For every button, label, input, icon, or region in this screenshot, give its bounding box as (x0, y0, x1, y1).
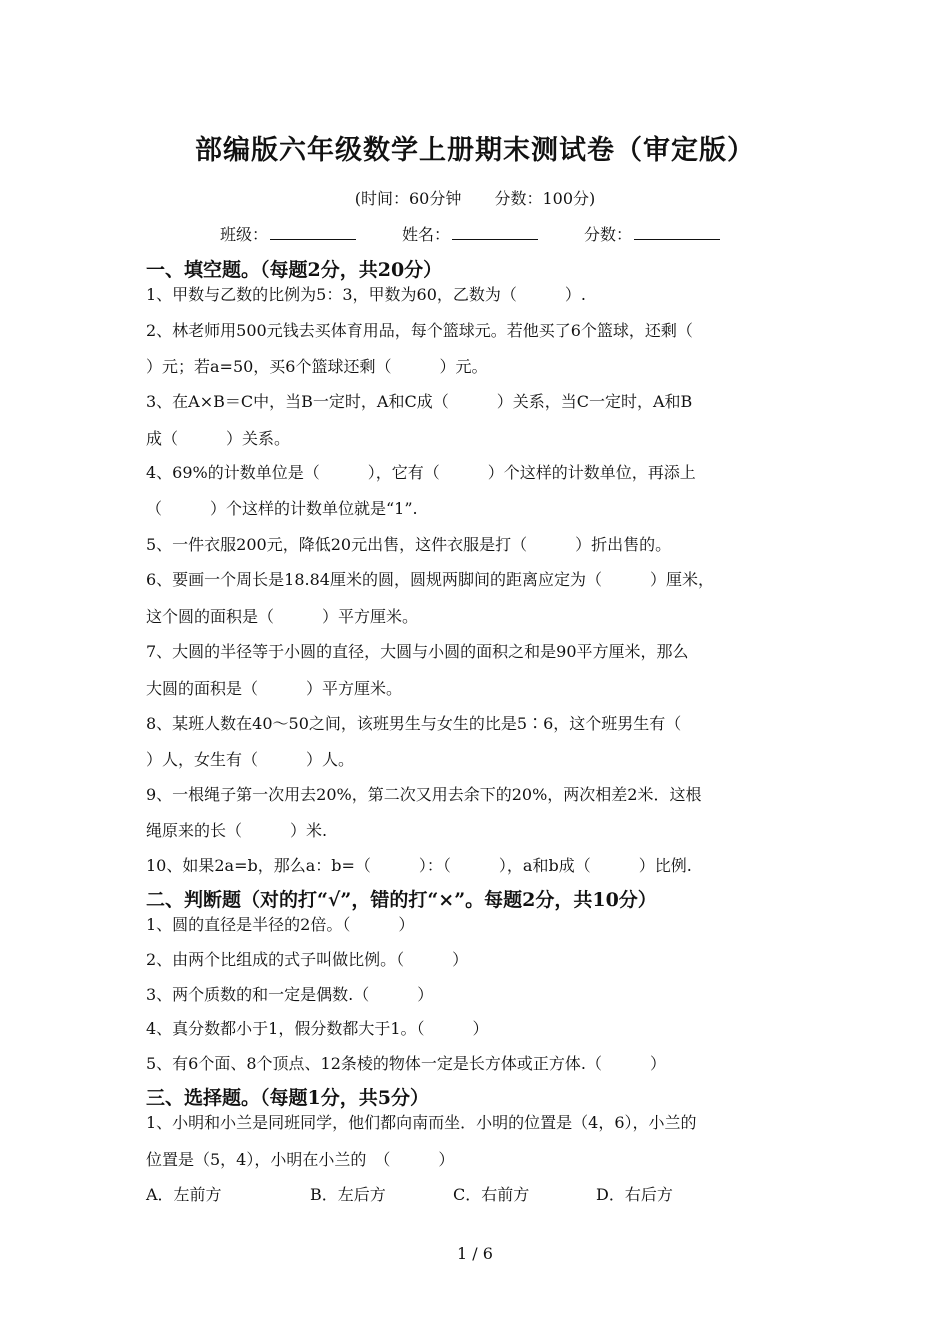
question-line: 5、一件衣服200元，降低20元出售，这件衣服是打（ ）折出售的。 (146, 535, 672, 554)
page-number: 1 / 6 (457, 1244, 493, 1263)
score-label: 分数： (584, 225, 633, 244)
question-line: 2、由两个比组成的式子叫做比例。（ ） (146, 950, 469, 969)
question-line: ）人，女生有（ ）人。 (146, 750, 355, 769)
class-field (220, 222, 356, 245)
class-label: 班级： (220, 225, 269, 244)
question-line: 6、要画一个周长是18.84厘米的圆，圆规两脚间的距离应定为（ ）厘米， (146, 570, 714, 589)
question-line: 8、某班人数在40～50之间，该班男生与女生的比是5∶6，这个班男生有（ (146, 714, 682, 733)
name-field (402, 222, 538, 245)
class-blank (270, 225, 356, 240)
question-line: 成（ ）关系。 (146, 429, 291, 448)
question-line: （ ）个这样的计数单位就是“1”. (146, 499, 418, 518)
question-line: 位置是（5，4），小明在小兰的 （ ） (146, 1150, 455, 1169)
choice-option-b: B．左后方 (310, 1185, 386, 1204)
question-line: 1、甲数与乙数的比例为5：3，甲数为60，乙数为（ ）. (146, 285, 586, 304)
score-blank (634, 225, 720, 240)
question-line: 4、69%的计数单位是（ ），它有（ ）个这样的计数单位，再添上 (146, 463, 696, 482)
question-line: 7、大圆的半径等于小圆的直径，大圆与小圆的面积之和是90平方厘米，那么 (146, 642, 689, 661)
section-true-false-heading: 二、判断题（对的打“√”，错的打“×”。每题2分，共10分） (146, 889, 657, 911)
name-blank (452, 225, 538, 240)
question-line: 1、圆的直径是半径的2倍。（ ） (146, 915, 415, 934)
section-fill-blank-heading: 一、填空题。（每题2分，共20分） (146, 259, 443, 281)
section-multiple-choice-heading: 三、选择题。（每题1分，共5分） (146, 1087, 429, 1109)
question-line: 10、如果2a=b，那么a：b=（ ）：（ ），a和b成（ ）比例. (146, 856, 692, 875)
choice-option-d: D．右后方 (596, 1185, 673, 1204)
question-line: ）元；若a=50，买6个篮球还剩（ ）元。 (146, 357, 488, 376)
question-line: 4、真分数都小于1，假分数都大于1。（ ） (146, 1019, 489, 1038)
question-line: 2、林老师用500元钱去买体育用品，每个篮球元。若他买了6个篮球，还剩（ (146, 321, 693, 340)
time-text: (时间：60分钟 (354, 189, 462, 208)
page-title: 部编版六年级数学上册期末测试卷（审定版） (195, 135, 755, 166)
question-line: 3、两个质数的和一定是偶数.（ ） (146, 985, 434, 1004)
exam-meta (0, 186, 950, 209)
question-line: 1、小明和小兰是同班同学，他们都向南而坐．小明的位置是（4，6），小兰的 (146, 1113, 697, 1132)
name-label: 姓名： (402, 225, 451, 244)
choice-option-c: C．右前方 (453, 1185, 530, 1204)
question-line: 9、一根绳子第一次用去20%，第二次又用去余下的20%，两次相差2米．这根 (146, 785, 702, 804)
question-line: 这个圆的面积是（ ）平方厘米。 (146, 607, 419, 626)
question-line: 绳原来的长（ ）米. (146, 821, 328, 840)
question-line: 5、有6个面、8个顶点、12条棱的物体一定是长方体或正方体.（ ） (146, 1054, 666, 1073)
score-text: 分数：100分) (494, 189, 596, 208)
choice-option-a: A．左前方 (146, 1185, 222, 1204)
question-line: 大圆的面积是（ ）平方厘米。 (146, 679, 403, 698)
score-field (584, 222, 720, 245)
question-line: 3、在A×B＝C中，当B一定时，A和C成（ ）关系，当C一定时，A和B (146, 392, 693, 411)
